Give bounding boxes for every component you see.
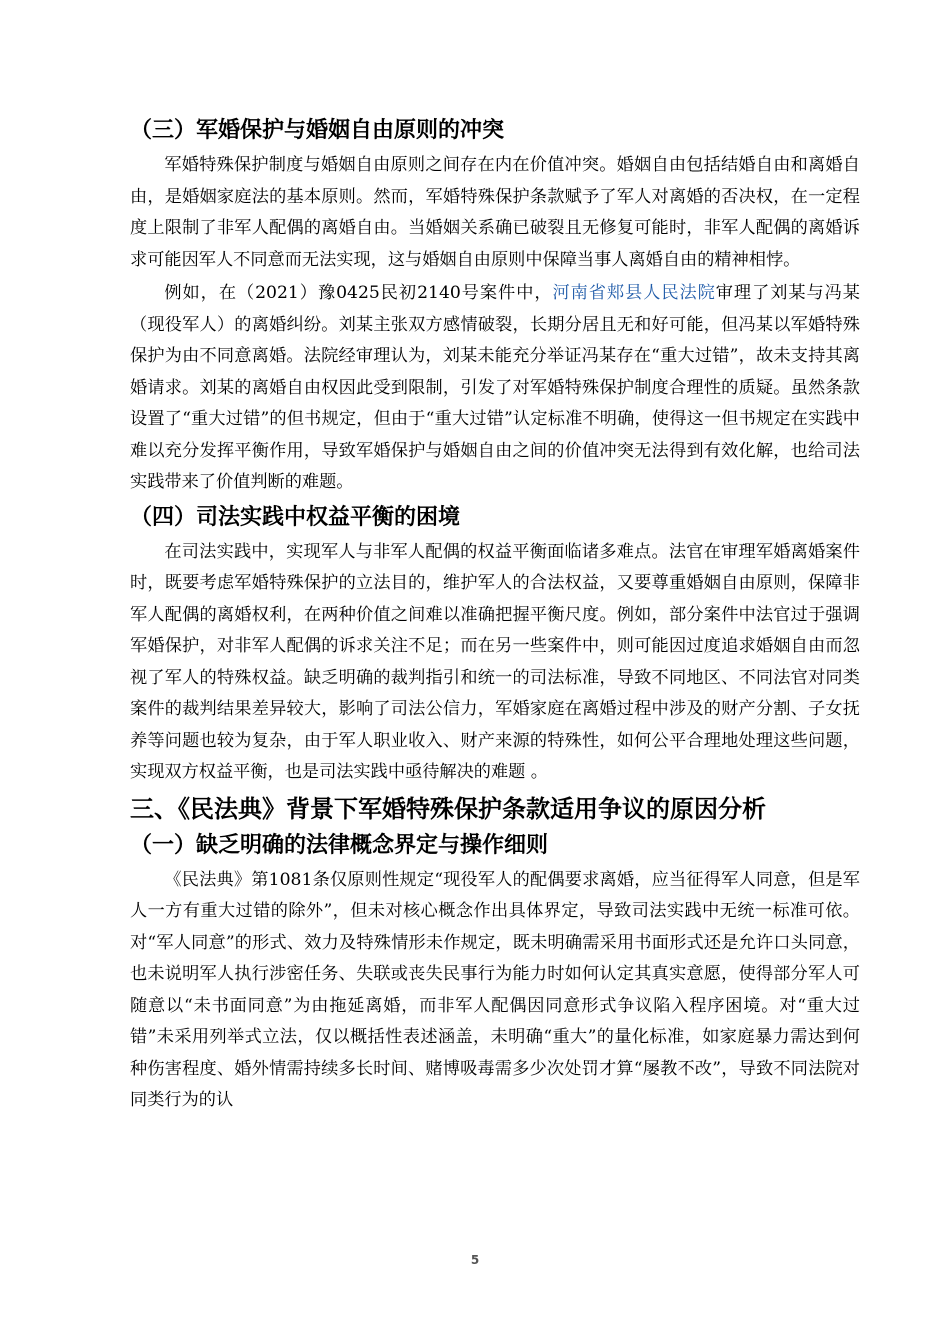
paragraph-text: 例如，在（2021）豫0425民初2140号案件中， [164, 283, 553, 303]
subsection-1-paragraph-1: 《民法典》第1081条仅原则性规定“现役军人的配偶要求离婚，应当征得军人同意，但是军人一方有重大过错的除外”，但未对核心概念作出具体界定，导致司法实践中无统一标准可依。对“军人同意”的形式、效力及特殊情形未作规定，既未明确需采用书面形式还是允许口头同意，也未说明军人执行涉密任务、失联或丧失民事行为能力时如何认定其真实意愿，使得部分军人可随意以“未书面同意”为由拖延离婚，而非军人配偶因同意形式争议陷入程序困境。对“重大过错”未采用列举式立法，仅以概括性表述涵盖，未明确“重大”的量化标准，如家庭暴力需达到何种伤害程度、婚外情需持续多长时间、赌博吸毒需多少次处罚才算“屡教不改”，导致不同法院对同类行为的认 [130, 869, 860, 1110]
paragraph-text: 审理了刘某与冯某（现役军人）的离婚纠纷。刘某主张双方感情破裂，长期分居且无和好可能，但冯某以军婚特殊保护为由不同意离婚。法院经审理认为，刘某未能充分举证冯某存在“重大过错”，故未支持其离婚请求。刘某的离婚自由权因此受到限制，引发了对军婚特殊保护制度合理性的质疑。虽然条款设置了“重大过错”的但书规定，但由于“重大过错”认定标准不明确，使得这一但书规定在实践中难以充分发挥平衡作用，导致军婚保护与婚姻自由之间的价值冲突无法得到有效化解，也给司法实践带来了价值判断的难题。 [130, 283, 860, 492]
page-number: 5 [470, 1253, 480, 1267]
section-4-paragraph-1: 在司法实践中，实现军人与非军人配偶的权益平衡面临诸多难点。法官在审理军婚离婚案件时，既要考虑军婚特殊保护的立法目的，维护军人的合法权益，又要尊重婚姻自由原则，保障非军人配偶的离婚权利，在两种价值之间难以准确把握平衡尺度。例如，部分案件中法官过于强调军婚保护，对非军人配偶的诉求关注不足；而在另一些案件中，则可能因过度追求婚姻自由而忽视了军人的特殊权益。缺乏明确的裁判指引和统一的司法标准，导致不同地区、不同法官对同类案件的裁判结果差异较大，影响了司法公信力，军婚家庭在离婚过程中涉及的财产分割、子女抚养等问题也较为复杂，由于军人职业收入、财产来源的特殊性，如何公平合理地处理这些问题，实现双方权益平衡，也是司法实践中亟待解决的难题 。 [130, 541, 860, 782]
chapter-heading-3: 三、《民法典》背景下军婚特殊保护条款适用争议的原因分析 [130, 794, 766, 823]
court-name-highlight: 河南省郏县人民法院 [552, 283, 716, 303]
section-heading-4: （四）司法实践中权益平衡的困境 [130, 504, 461, 530]
page-content [130, 114, 860, 1117]
section-3-paragraph-2 [130, 278, 860, 499]
section-3-paragraph-1: 军婚特殊保护制度与婚姻自由原则之间存在内在价值冲突。婚姻自由包括结婚自由和离婚自由，是婚姻家庭法的基本原则。然而，军婚特殊保护条款赋予了军人对离婚的否决权，在一定程度上限制了非军人配偶的离婚自由。当婚姻关系确已破裂且无修复可能时，非军人配偶的离婚诉求可能因军人不同意而无法实现，这与婚姻自由原则中保障当事人离婚自由的精神相悖。 [130, 155, 860, 270]
subsection-heading-1: （一）缺乏明确的法律概念界定与操作细则 [130, 832, 549, 858]
section-heading-3: （三）军婚保护与婚姻自由原则的冲突 [130, 118, 505, 143]
